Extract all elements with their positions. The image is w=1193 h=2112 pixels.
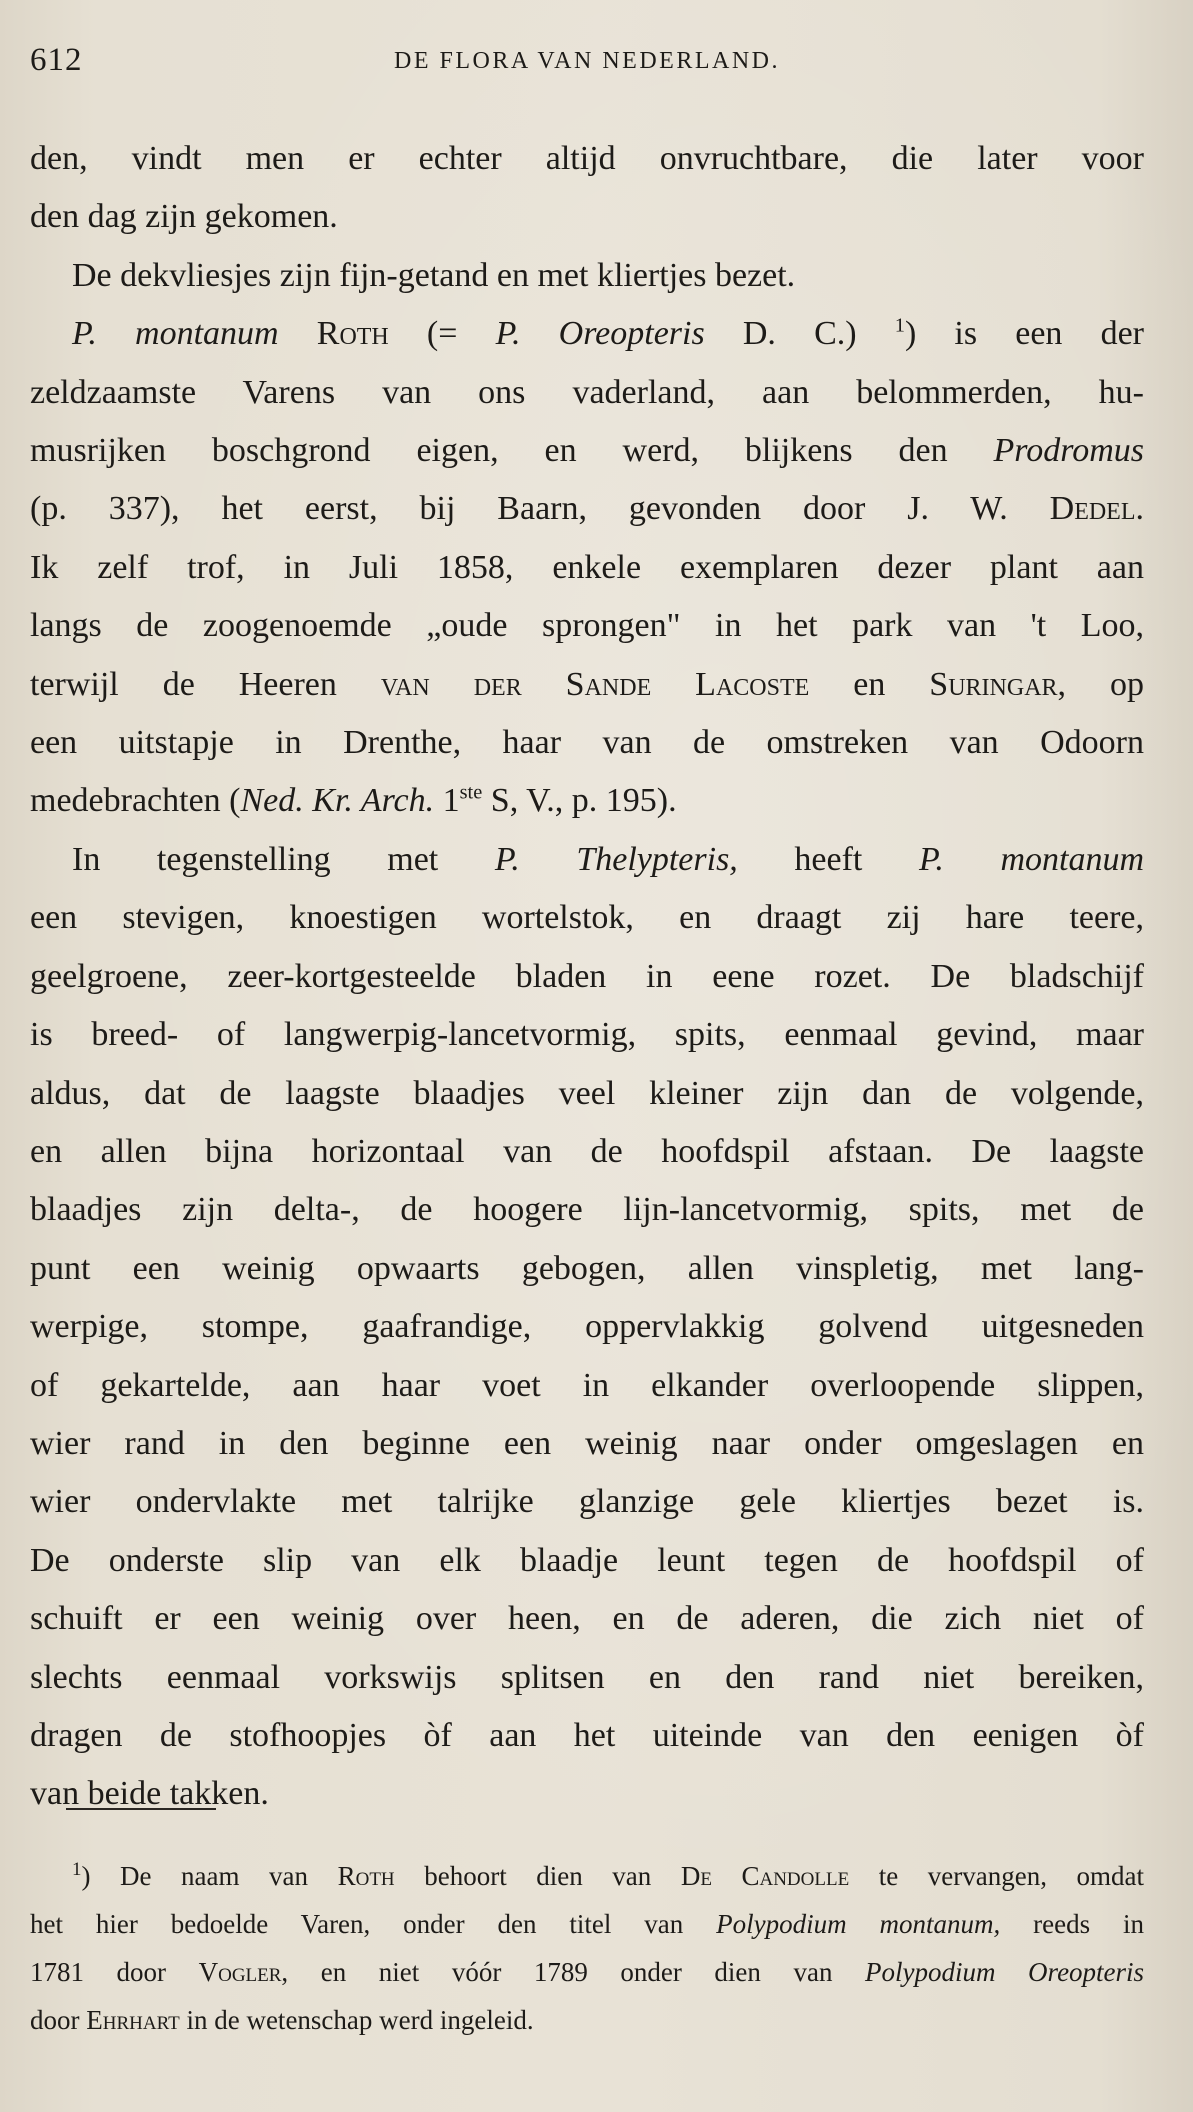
paragraph-4-line-17: van beide takken.	[30, 1775, 269, 1813]
paragraph-4-line-5: aldus, dat de laagste blaadjes veel kleiner zijn dan de volgende,	[30, 1074, 1144, 1112]
paragraph-3-line-5: Ik zelf trof, in Juli 1858, enkele exemplaren dezer plant aan	[30, 548, 1144, 586]
footnote-mark: 1	[72, 1859, 82, 1880]
paragraph-3-line-6: langs de zoogenoemde „oude sprongen" in het park van 't Loo,	[30, 607, 1144, 645]
footnote-author-de-candolle: De Candolle	[680, 1861, 850, 1891]
author-name: Roth	[316, 315, 389, 353]
author-suringar: Suringar,	[929, 665, 1067, 703]
paragraph-4-line-4: is breed- of langwerpig-lancetvormig, spits, eenmaal gevind, maar	[30, 1016, 1144, 1054]
paragraph-2: De dekvliesjes zijn fijn-getand en met kliertjes bezet.	[72, 256, 796, 294]
paragraph-3-line-2: zeldzaamste Varens van ons vaderland, aan belommerden, hu-	[30, 373, 1144, 411]
paragraph-4-line-3: geelgroene, zeer-kortgesteelde bladen in eene rozet. De bladschijf	[30, 957, 1144, 995]
footnote-species-oreopteris: Polypodium Oreopteris	[865, 1957, 1145, 1987]
paragraph-3-line-1: P. montanum Roth (= P. Oreopteris D. C.) $^1$) is een der	[72, 314, 1144, 353]
paragraph-4-line-14: schuift er een weinig over heen, en de aderen, die zich niet of	[30, 1600, 1144, 1638]
paragraph-1-line-2: den dag zijn gekomen.	[30, 198, 338, 236]
journal-title: Ned. Kr. Arch.	[240, 782, 435, 820]
paragraph-1-line-1: den, vindt men er echter altijd onvruchtbare, die later voor	[30, 140, 1144, 177]
footnote-line-4: door Ehrhart in de wetenschap werd ingeleid.	[30, 2005, 534, 2035]
footnote	[30, 1852, 1144, 2044]
paragraph-4-rest	[30, 889, 1144, 1824]
paragraph-4-line-6: en allen bijna horizontaal van de hoofdspil afstaan. De laagste	[30, 1132, 1144, 1170]
author-dedel: Dedel.	[1049, 490, 1145, 528]
footnote-divider	[66, 1808, 216, 1810]
species-name: P. montanum	[72, 315, 279, 353]
paragraph-4-line-15: slechts eenmaal vorkswijs splitsen en den rand niet bereiken,	[30, 1658, 1144, 1696]
running-title: DE FLORA VAN NEDERLAND.	[394, 48, 780, 74]
paragraph-3-line-8: een uitstapje in Drenthe, haar van de omstreken van Odoorn	[30, 724, 1144, 762]
paragraph-4-line-9: werpige, stompe, gaafrandige, oppervlakkig golvend uitgesneden	[30, 1308, 1144, 1346]
paragraph-3-line-9: medebrachten (Ned. Kr. Arch. 1ste S, V., p. 195).	[30, 782, 677, 820]
author-van-der-sande-lacoste: van der Sande Lacoste	[380, 665, 810, 703]
paragraph-4-line-7: blaadjes zijn delta-, de hoogere lijn-lancetvormig, spits, met de	[30, 1191, 1144, 1229]
paragraph-4-line-10: of gekartelde, aan haar voet in elkander overloopende slippen,	[30, 1366, 1144, 1404]
paragraph-4-line-16: dragen de stofhoopjes òf aan het uiteinde van den eenigen òf	[30, 1716, 1144, 1754]
body-text	[30, 130, 1144, 1824]
prodromus-title: Prodromus	[993, 432, 1144, 470]
footnote-author-roth: Roth	[337, 1861, 395, 1891]
paragraph-3-line-4: (p. 337), het eerst, bij Baarn, gevonden door J. W. Dedel.	[30, 490, 1145, 528]
page-number: 612	[30, 42, 83, 78]
paragraph-3-line-3: musrijken boschgrond eigen, en werd, blijkens den Prodromus	[30, 432, 1144, 470]
paragraph-4-line-8: punt een weinig opwaarts gebogen, allen vinspletig, met lang-	[30, 1249, 1144, 1287]
paragraph-3-line-7: terwijl de Heeren van der Sande Lacoste en Suringar, op	[30, 665, 1144, 703]
footnote-reference: 1	[894, 314, 905, 337]
footnote-author-ehrhart: Ehrhart	[86, 2005, 180, 2035]
footnote-species-montanum: Polypodium montanum,	[716, 1909, 1001, 1939]
species-thelypteris: P. Thelypteris,	[494, 840, 738, 878]
footnote-line-1: $^1$) De naam van Roth behoort dien van De Candolle te vervangen, omdat	[72, 1859, 1145, 1891]
paragraph-4-line-13: De onderste slip van elk blaadje leunt tegen de hoofdspil of	[30, 1541, 1144, 1579]
paragraph-4-line-1: In tegenstelling met P. Thelypteris, heeft P. montanum	[72, 840, 1145, 878]
paragraph-4-line-11: wier rand in den beginne een weinig naar onder omgeslagen en	[30, 1424, 1144, 1462]
synonym-name: P. Oreopteris	[495, 315, 705, 353]
footnote-line-2: het hier bedoelde Varen, onder den titel van Polypodium montanum, reeds in	[30, 1909, 1145, 1939]
paragraph-4-line-12: wier ondervlakte met talrijke glanzige gele kliertjes bezet is.	[30, 1483, 1144, 1521]
species-montanum: P. montanum	[918, 840, 1145, 878]
footnote-author-vogler: Vogler,	[198, 1957, 289, 1987]
paragraph-4-line-2: een stevigen, knoestigen wortelstok, en draagt zij hare teere,	[30, 899, 1144, 937]
page-header	[30, 42, 1144, 92]
footnote-line-3: 1781 door Vogler, en niet vóór 1789 onder dien van Polypodium Oreopteris	[30, 1957, 1145, 1987]
